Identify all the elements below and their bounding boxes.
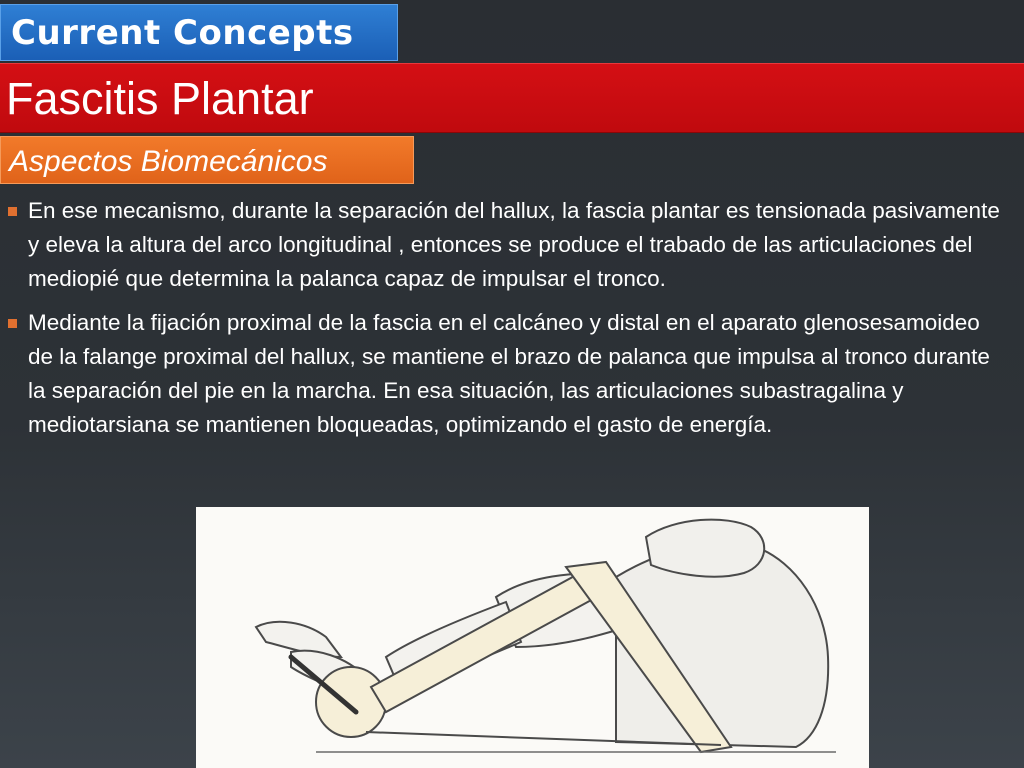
bullet-item — [8, 194, 1008, 296]
square-bullet-icon — [8, 319, 17, 328]
current-concepts-banner — [0, 4, 398, 61]
foot-windlass-illustration — [196, 507, 869, 768]
bullet-item — [8, 306, 1008, 442]
current-concepts-label: Current Concepts — [11, 13, 354, 53]
foot-skeleton-drawing — [196, 507, 869, 768]
bullet-text: Mediante la fijación proximal de la fascia en el calcáneo y distal en el aparato glenosesamoideo de la falange proximal del hallux, se mantiene el brazo de palanca que impulsa al tronco durante la separación del pie en la marcha. En esa situación, las articulaciones subastragalina y mediotarsiana se mantienen bloqueadas, optimizando el gasto de energía. — [28, 310, 990, 437]
page-subtitle: Aspectos Biomecánicos — [9, 145, 328, 178]
bullet-text: En ese mecanismo, durante la separación del hallux, la fascia plantar es tensionada pasivamente y eleva la altura del arco longitudinal , entonces se produce el trabado de las articulaciones del mediopié que determina la palanca capaz de impulsar el tronco. — [28, 198, 1000, 291]
talus-bone — [646, 520, 764, 577]
bullet-list — [8, 194, 1008, 452]
windlass-drum — [316, 667, 386, 737]
page-title: Fascitis Plantar — [6, 73, 314, 124]
subtitle-banner — [0, 136, 414, 184]
square-bullet-icon — [8, 207, 17, 216]
title-banner — [0, 63, 1024, 133]
